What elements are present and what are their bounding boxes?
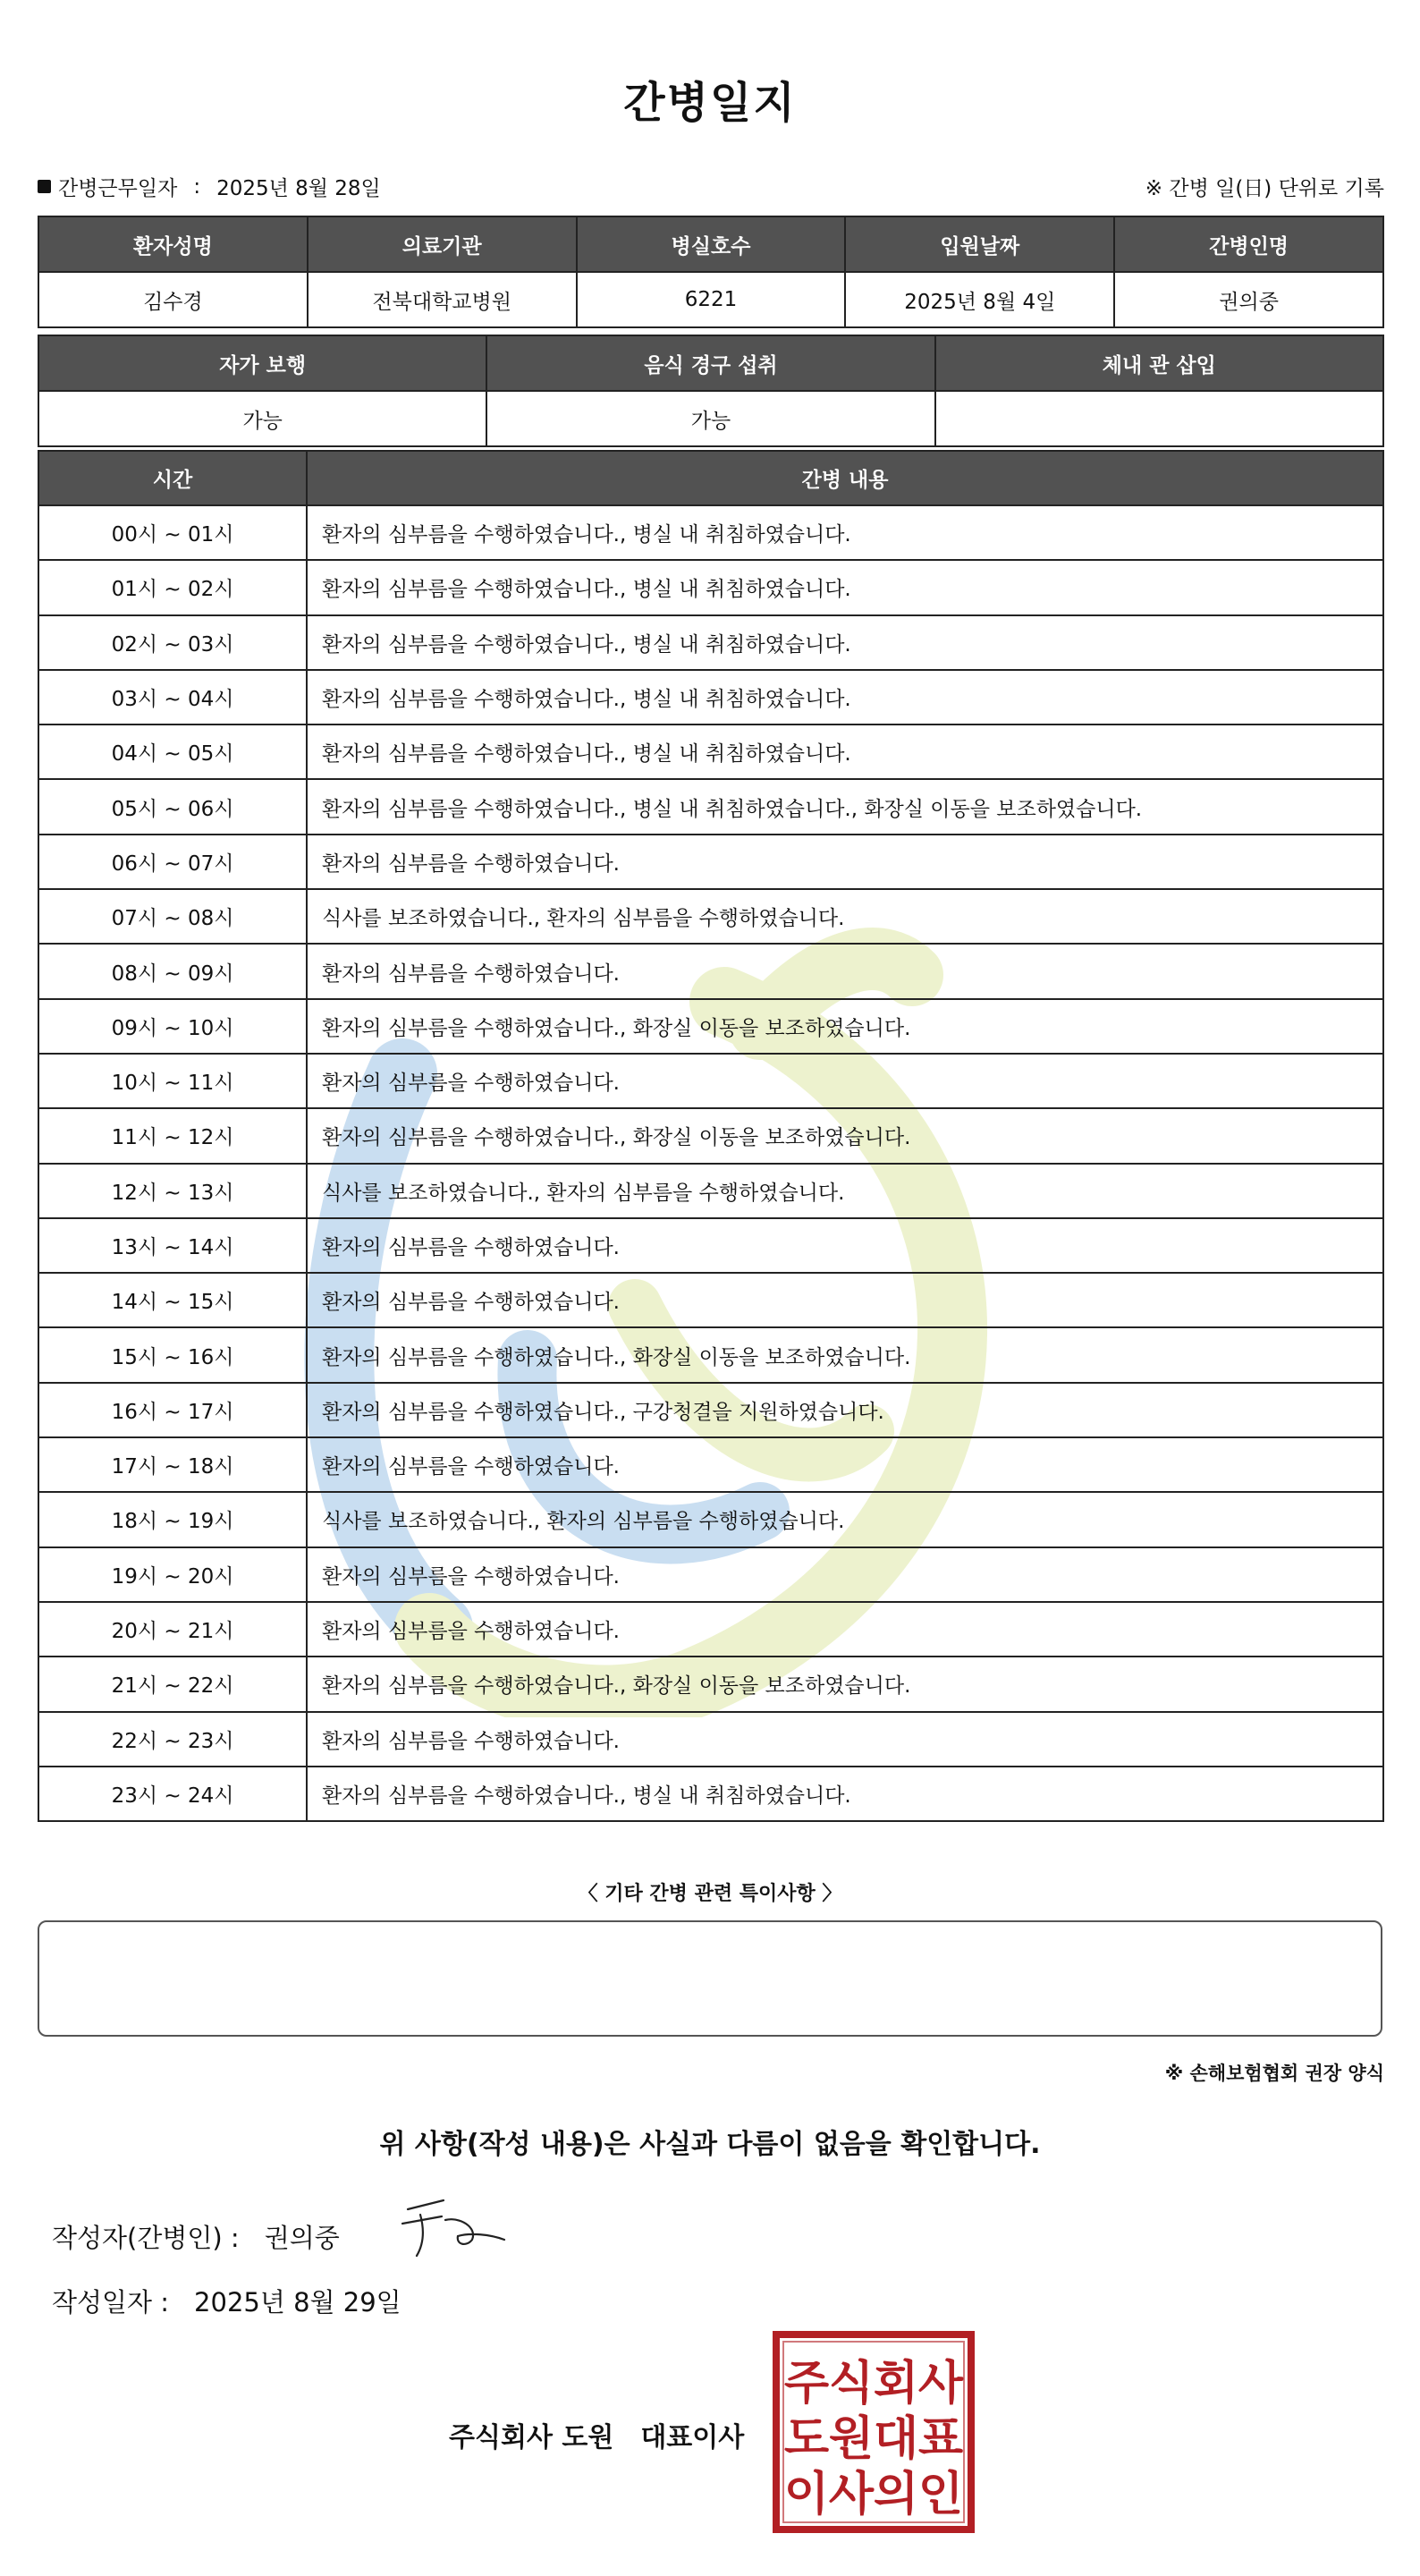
care-log-row <box>38 1437 1383 1492</box>
seal-character: 원 <box>828 2412 875 2466</box>
care-content-cell: 환자의 심부름을 수행하였습니다. <box>307 835 1383 889</box>
page-title: 간병일지 <box>623 78 797 128</box>
special-notes-title: 〈 기타 간병 관련 특이사항 〉 <box>578 1883 842 1905</box>
care-time-cell: 03시 ~ 04시 <box>38 670 307 724</box>
care-content-cell: 환자의 심부름을 수행하였습니다. <box>307 1054 1383 1108</box>
care-log-row <box>38 944 1383 998</box>
patient-info-value-row <box>38 272 1383 327</box>
company-line <box>449 2415 744 2454</box>
seal-character: 이 <box>783 2468 830 2521</box>
care-log-row <box>38 670 1383 724</box>
bullet-icon <box>38 180 51 193</box>
care-log-row <box>38 1108 1383 1163</box>
company-role: 대표이사 <box>640 2422 745 2453</box>
care-log-row <box>38 999 1383 1054</box>
care-log-row <box>38 615 1383 670</box>
work-date-value: 2025년 8월 28일 <box>216 177 381 200</box>
care-content-cell: 환자의 심부름을 수행하였습니다., 화장실 이동을 보조하였습니다. <box>307 1657 1383 1711</box>
care-log-table <box>38 450 1384 1822</box>
care-time-cell: 08시 ~ 09시 <box>38 944 307 998</box>
seal-character: 회 <box>873 2357 919 2411</box>
header-admission-date: 입원날짜 <box>845 216 1114 272</box>
care-content-cell: 환자의 심부름을 수행하였습니다., 병실 내 취침하였습니다. <box>307 560 1383 614</box>
caregiver-name: 권의중 <box>1114 272 1383 327</box>
recommend-note: ※ 손해보험협회 권장 양식 <box>1164 2063 1384 2084</box>
care-log-row <box>38 1273 1383 1327</box>
special-notes-content <box>39 1922 1381 1947</box>
care-content-cell: 환자의 심부름을 수행하였습니다., 병실 내 취침하였습니다. <box>307 505 1383 560</box>
care-log-row <box>38 1602 1383 1657</box>
care-log-row <box>38 505 1383 560</box>
seal-character: 인 <box>917 2468 964 2521</box>
care-content-cell: 환자의 심부름을 수행하였습니다., 병실 내 취침하였습니다., 화장실 이동을 보조하였습니다. <box>307 779 1383 834</box>
care-content-cell: 식사를 보조하였습니다., 환자의 심부름을 수행하였습니다. <box>307 889 1383 944</box>
header-self-walking: 자가 보행 <box>38 335 486 391</box>
header-tube-insertion: 체내 관 삽입 <box>935 335 1383 391</box>
seal-character: 사 <box>828 2468 875 2521</box>
care-content-cell: 환자의 심부름을 수행하였습니다. <box>307 944 1383 998</box>
care-time-cell: 19시 ~ 20시 <box>38 1547 307 1602</box>
care-content-cell: 환자의 심부름을 수행하였습니다., 화장실 이동을 보조하였습니다. <box>307 999 1383 1054</box>
care-log-row <box>38 1327 1383 1382</box>
care-content-cell: 환자의 심부름을 수행하였습니다. <box>307 1437 1383 1492</box>
seal-character: 식 <box>828 2357 875 2411</box>
care-log-row <box>38 1054 1383 1108</box>
unit-note: ※ 간병 일(日) 단위로 기록 <box>1145 177 1384 200</box>
work-date-label: 간병근무일자 <box>58 177 178 200</box>
care-time-cell: 04시 ~ 05시 <box>38 724 307 779</box>
care-time-cell: 11시 ~ 12시 <box>38 1108 307 1163</box>
patient-info-header-row <box>38 216 1383 272</box>
patient-name: 김수경 <box>38 272 308 327</box>
patient-info-table <box>38 216 1384 328</box>
self-walking-value: 가능 <box>38 391 486 446</box>
care-time-cell: 15시 ~ 16시 <box>38 1327 307 1382</box>
header-caregiver-name: 간병인명 <box>1114 216 1383 272</box>
care-log-row <box>38 724 1383 779</box>
written-date-line <box>52 2283 401 2319</box>
care-log-body <box>38 505 1383 1821</box>
written-date-label: 작성일자 : <box>52 2287 170 2318</box>
seal-character: 표 <box>917 2412 964 2466</box>
care-content-cell: 환자의 심부름을 수행하였습니다., 병실 내 취침하였습니다. <box>307 615 1383 670</box>
oral-intake-value: 가능 <box>486 391 934 446</box>
care-log-row <box>38 1657 1383 1711</box>
care-log-row <box>38 1383 1383 1437</box>
care-content-cell: 환자의 심부름을 수행하였습니다. <box>307 1602 1383 1657</box>
care-time-cell: 06시 ~ 07시 <box>38 835 307 889</box>
header-patient-name: 환자성명 <box>38 216 308 272</box>
care-content-cell: 환자의 심부름을 수행하였습니다., 구강청결을 지원하였습니다. <box>307 1383 1383 1437</box>
company-seal-stamp <box>771 2329 976 2535</box>
special-notes-box <box>38 1920 1382 2037</box>
care-time-cell: 17시 ~ 18시 <box>38 1437 307 1492</box>
care-log-row <box>38 1164 1383 1218</box>
care-log-row <box>38 889 1383 944</box>
care-content-cell: 환자의 심부름을 수행하였습니다. <box>307 1273 1383 1327</box>
seal-character: 주 <box>783 2357 830 2411</box>
care-time-cell: 02시 ~ 03시 <box>38 615 307 670</box>
care-content-cell: 환자의 심부름을 수행하였습니다., 병실 내 취침하였습니다. <box>307 724 1383 779</box>
care-log-row <box>38 1767 1383 1821</box>
ability-table <box>38 335 1384 447</box>
care-content-cell: 환자의 심부름을 수행하였습니다., 화장실 이동을 보조하였습니다. <box>307 1108 1383 1163</box>
care-content-cell: 환자의 심부름을 수행하였습니다. <box>307 1712 1383 1767</box>
care-content-cell: 환자의 심부름을 수행하였습니다. <box>307 1547 1383 1602</box>
care-log-header-row <box>38 451 1383 505</box>
header-hospital: 의료기관 <box>308 216 577 272</box>
care-log-row <box>38 835 1383 889</box>
care-log-row <box>38 1492 1383 1546</box>
seal-character: 도 <box>783 2412 830 2466</box>
care-time-cell: 13시 ~ 14시 <box>38 1218 307 1273</box>
care-time-cell: 05시 ~ 06시 <box>38 779 307 834</box>
care-time-cell: 20시 ~ 21시 <box>38 1602 307 1657</box>
care-time-cell: 16시 ~ 17시 <box>38 1383 307 1437</box>
confirm-statement: 위 사항(작성 내용)은 사실과 다름이 없음을 확인합니다. <box>379 2129 1041 2160</box>
care-content-cell: 환자의 심부름을 수행하였습니다., 병실 내 취침하였습니다. <box>307 1767 1383 1821</box>
seal-character: 의 <box>873 2468 919 2521</box>
care-time-cell: 00시 ~ 01시 <box>38 505 307 560</box>
header-care-content: 간병 내용 <box>307 451 1383 505</box>
room-number: 6221 <box>577 272 846 327</box>
work-date-separator: : <box>193 174 201 199</box>
care-log-row <box>38 560 1383 614</box>
care-log-row <box>38 1712 1383 1767</box>
care-content-cell: 환자의 심부름을 수행하였습니다., 화장실 이동을 보조하였습니다. <box>307 1327 1383 1382</box>
care-log-row <box>38 779 1383 834</box>
ability-value-row <box>38 391 1383 446</box>
written-date-value: 2025년 8월 29일 <box>194 2287 401 2318</box>
signature-image <box>390 2193 515 2265</box>
writer-label: 작성자(간병인) : <box>52 2223 240 2253</box>
care-content-cell: 식사를 보조하였습니다., 환자의 심부름을 수행하였습니다. <box>307 1164 1383 1218</box>
seal-character: 사 <box>917 2357 964 2411</box>
work-date-line <box>38 172 381 201</box>
care-time-cell: 01시 ~ 02시 <box>38 560 307 614</box>
care-time-cell: 23시 ~ 24시 <box>38 1767 307 1821</box>
writer-name: 권의중 <box>264 2223 340 2253</box>
care-time-cell: 18시 ~ 19시 <box>38 1492 307 1546</box>
seal-character: 대 <box>873 2412 919 2466</box>
care-time-cell: 22시 ~ 23시 <box>38 1712 307 1767</box>
care-content-cell: 환자의 심부름을 수행하였습니다. <box>307 1218 1383 1273</box>
care-log-row <box>38 1547 1383 1602</box>
care-time-cell: 12시 ~ 13시 <box>38 1164 307 1218</box>
admission-date: 2025년 8월 4일 <box>845 272 1114 327</box>
care-content-cell: 환자의 심부름을 수행하였습니다., 병실 내 취침하였습니다. <box>307 670 1383 724</box>
hospital-name: 전북대학교병원 <box>308 272 577 327</box>
writer-line <box>52 2218 340 2255</box>
header-oral-intake: 음식 경구 섭취 <box>486 335 934 391</box>
care-time-cell: 07시 ~ 08시 <box>38 889 307 944</box>
tube-insertion-value <box>935 391 1383 446</box>
ability-header-row <box>38 335 1383 391</box>
header-room: 병실호수 <box>577 216 846 272</box>
care-content-cell: 식사를 보조하였습니다., 환자의 심부름을 수행하였습니다. <box>307 1492 1383 1546</box>
care-log-row <box>38 1218 1383 1273</box>
care-time-cell: 10시 ~ 11시 <box>38 1054 307 1108</box>
care-time-cell: 21시 ~ 22시 <box>38 1657 307 1711</box>
care-time-cell: 14시 ~ 15시 <box>38 1273 307 1327</box>
header-time: 시간 <box>38 451 307 505</box>
care-time-cell: 09시 ~ 10시 <box>38 999 307 1054</box>
company-name: 주식회사 도원 <box>449 2422 614 2453</box>
